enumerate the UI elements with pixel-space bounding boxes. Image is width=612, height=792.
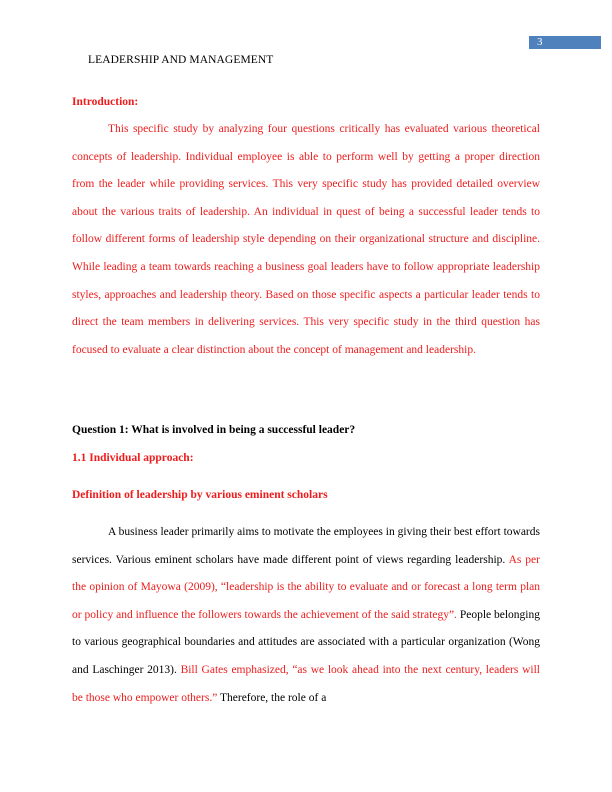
body-text-segment: Therefore, the role of a — [217, 691, 327, 704]
bill-gates-quote: Bill Gates emphasized, “as we look ahead into the next century, leaders will be those who empower others.” — [72, 663, 540, 704]
introduction-paragraph: This specific study by analyzing four questions critically has evaluated various theoretical concepts of leadership. Individual employee is able to perform well by getting a proper direction from the leader while providing services. This very specific study has provided detailed overview about the various traits of leadership. An individual in quest of being a successful leader tends to follow different forms of leadership style depending on their organizational structure and discipline. While leading a team towards reaching a business goal leaders have to follow appropriate leadership styles, approaches and leadership theory. Based on those specific aspects a particular leader tends to direct the team members in delivering services. This very specific study in the third question has focused to evaluate a clear distinction about the concept of management and leadership. — [72, 123, 540, 356]
definition-heading: Definition of leadership by various eminent scholars — [72, 489, 328, 501]
body-paragraph — [72, 519, 540, 712]
introduction-heading: Introduction: — [72, 96, 139, 108]
page-number: 3 — [529, 36, 601, 49]
mayowa-quote: As per the opinion of Mayowa (2009), “leadership is the ability to evaluate and or forecast a long term plan or policy and influence the followers towards the achievement of the said strategy”. — [72, 553, 540, 621]
running-head: LEADERSHIP AND MANAGEMENT — [88, 54, 274, 66]
individual-approach-subheading: 1.1 Individual approach: — [72, 452, 194, 464]
body-text-segment: A business leader primarily aims to motivate the employees in giving their best effort towards services. Various eminent scholars have made different point of views regarding leadership. — [72, 526, 540, 566]
question-1-heading: Question 1: What is involved in being a successful leader? — [72, 424, 356, 436]
body-text-segment: People belonging to various geographical boundaries and attitudes are associated with a particular organization (Wong and Laschinger 2013). — [72, 608, 541, 676]
